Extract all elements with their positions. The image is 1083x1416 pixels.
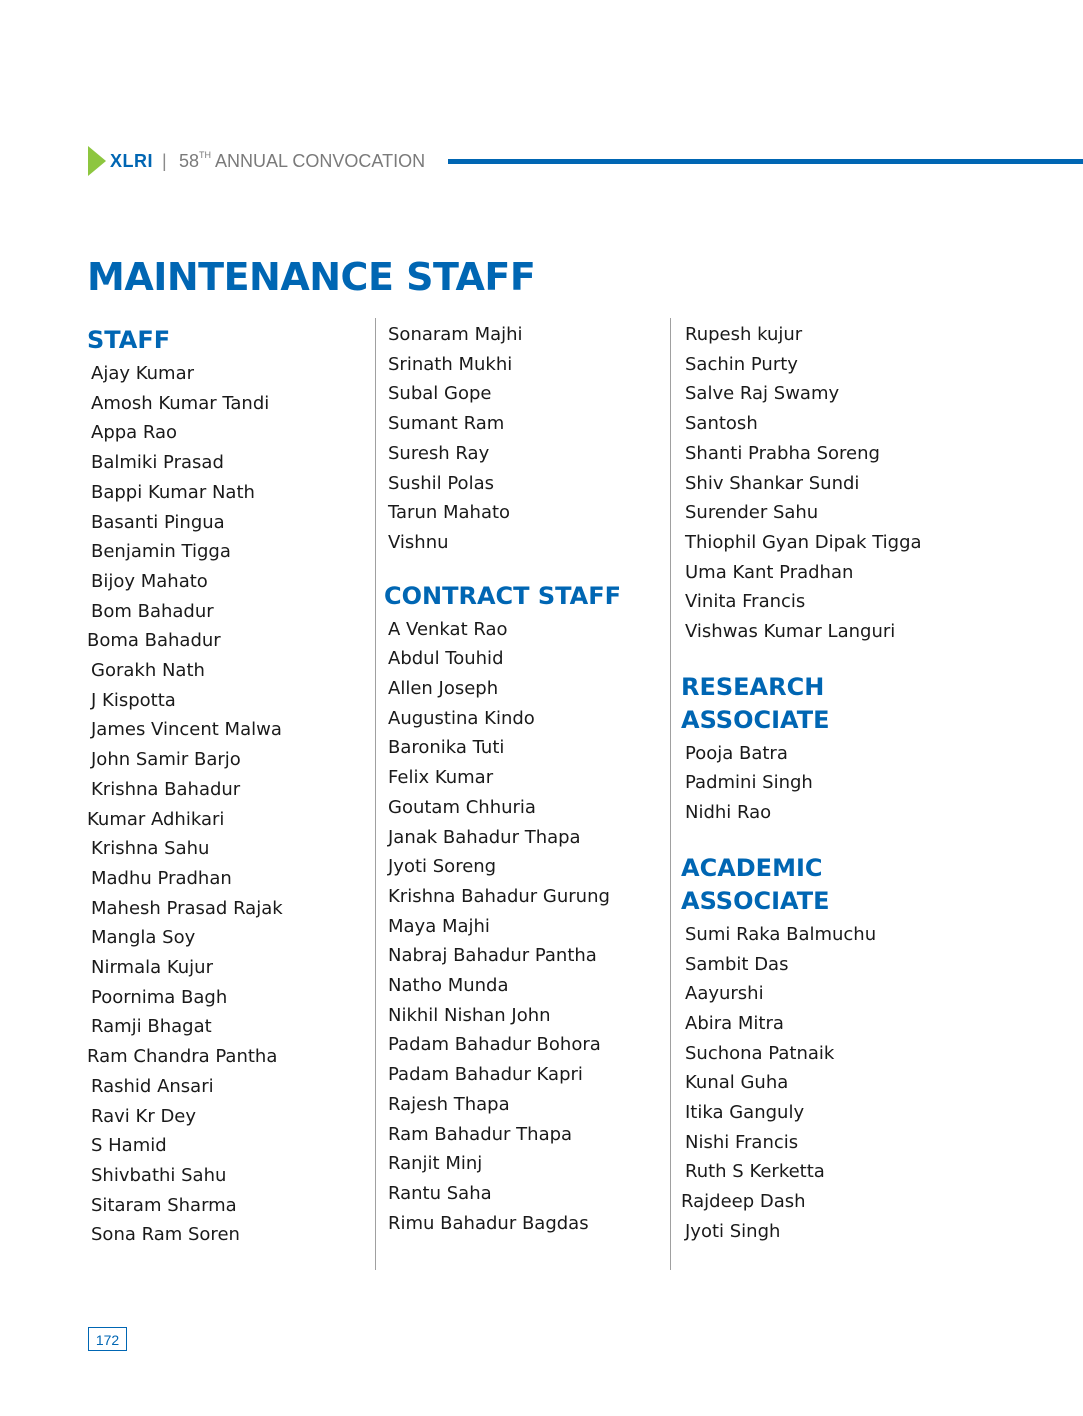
name-list-item: James Vincent Malwa xyxy=(91,719,282,741)
convocation-suffix: TH xyxy=(199,150,212,160)
name-list-item: S Hamid xyxy=(91,1135,167,1157)
name-list-item: Vinita Francis xyxy=(685,591,806,613)
name-list-item: Jyoti Soreng xyxy=(388,856,497,878)
name-list-item: Padmini Singh xyxy=(685,772,813,794)
name-list-item: Maya Majhi xyxy=(388,915,490,937)
academic-associate-list xyxy=(681,920,981,1247)
name-list-item: Augustina Kindo xyxy=(388,707,535,729)
name-list-item: Janak Bahadur Thapa xyxy=(388,826,581,848)
name-list-item: Suresh Ray xyxy=(388,442,490,464)
name-list-item: Amosh Kumar Tandi xyxy=(91,392,270,414)
contract-staff-list xyxy=(384,615,669,1239)
name-list-item: Felix Kumar xyxy=(388,767,494,789)
header-separator: | xyxy=(162,151,167,171)
staff-list xyxy=(87,359,372,1250)
section-title-staff: STAFF xyxy=(87,326,171,354)
name-list-item: Aayurshi xyxy=(685,983,764,1005)
column-1 xyxy=(87,320,372,1250)
name-list-item: Baronika Tuti xyxy=(388,737,505,759)
name-list-item: Padam Bahadur Kapri xyxy=(388,1064,583,1086)
name-list-item: Rantu Saha xyxy=(388,1182,492,1204)
academic-title-line1: ACADEMIC xyxy=(681,853,823,882)
name-list-item: Thiophil Gyan Dipak Tigga xyxy=(685,531,922,553)
name-list-item: John Samir Barjo xyxy=(91,749,241,771)
name-list-item: Salve Raj Swamy xyxy=(685,383,840,405)
column-2 xyxy=(384,320,669,1238)
name-list-item: Bappi Kumar Nath xyxy=(91,481,255,503)
name-list-item: Basanti Pingua xyxy=(91,511,225,533)
name-list-item: Balmiki Prasad xyxy=(91,452,224,474)
name-list-item: Padam Bahadur Bohora xyxy=(388,1034,601,1056)
research-title-line1: RESEARCH xyxy=(681,672,825,701)
xlri-logo-triangle-icon xyxy=(88,146,106,176)
name-list-item: Rajdeep Dash xyxy=(681,1191,806,1213)
name-list-item: Abira Mitra xyxy=(685,1012,784,1034)
name-list-item: Srinath Mukhi xyxy=(388,353,513,375)
name-list-item: Appa Rao xyxy=(91,422,178,444)
name-list-item: Nirmala Kujur xyxy=(91,957,213,979)
name-list-item: Ram Bahadur Thapa xyxy=(388,1123,573,1145)
name-list-item: Sushil Polas xyxy=(388,472,494,494)
name-list-item: Poornima Bagh xyxy=(91,986,228,1008)
name-list-item: Ruth S Kerketta xyxy=(685,1161,825,1183)
name-list-item: Uma Kant Pradhan xyxy=(685,561,854,583)
name-list-item: Sona Ram Soren xyxy=(91,1224,240,1246)
name-list-item: Kumar Adhikari xyxy=(87,808,225,830)
xlri-logo-text: XLRI xyxy=(110,151,154,171)
column-divider xyxy=(375,318,376,1270)
name-list-item: Sumant Ram xyxy=(388,413,505,435)
name-list-item: Shiv Shankar Sundi xyxy=(685,472,860,494)
name-list-item: A Venkat Rao xyxy=(388,618,508,640)
name-list-item: Rashid Ansari xyxy=(91,1075,214,1097)
name-list-item: Sambit Das xyxy=(685,953,789,975)
page-header xyxy=(88,146,1083,176)
contract-staff-list-continued xyxy=(681,320,981,647)
name-list-item: Goutam Chhuria xyxy=(388,796,536,818)
name-list-item: Ravi Kr Dey xyxy=(91,1105,197,1127)
convocation-number: 58 xyxy=(179,151,200,171)
name-list-item: Mahesh Prasad Rajak xyxy=(91,897,283,919)
name-list-item: Suchona Patnaik xyxy=(685,1042,835,1064)
column-3 xyxy=(681,320,981,1247)
research-title-line2: ASSOCIATE xyxy=(681,705,830,734)
convocation-text: ANNUAL CONVOCATION xyxy=(215,151,426,171)
research-associate-list xyxy=(681,739,981,828)
name-list-item: Nabraj Bahadur Pantha xyxy=(388,945,597,967)
name-list-item: Abdul Touhid xyxy=(388,648,504,670)
name-list-item: Benjamin Tigga xyxy=(91,541,231,563)
name-list-item: Vishwas Kumar Languri xyxy=(685,621,896,643)
name-list-item: Ram Chandra Pantha xyxy=(87,1046,278,1068)
name-list-item: Allen Joseph xyxy=(388,678,499,700)
name-list-item: Surender Sahu xyxy=(685,502,819,524)
page-title: MAINTENANCE STAFF xyxy=(87,255,536,299)
name-list-item: J Kispotta xyxy=(91,689,176,711)
name-list-item: Krishna Bahadur xyxy=(91,778,241,800)
header-rule xyxy=(448,159,1083,164)
name-list-item: Tarun Mahato xyxy=(388,502,511,524)
name-list-item: Boma Bahadur xyxy=(87,630,221,652)
section-title-research-associate xyxy=(681,671,981,737)
name-list-item: Sachin Purty xyxy=(685,353,798,375)
name-list-item: Gorakh Nath xyxy=(91,660,205,682)
convocation-label xyxy=(179,151,425,172)
academic-title-line2: ASSOCIATE xyxy=(681,886,830,915)
name-list-item: Itika Ganguly xyxy=(685,1102,805,1124)
column-divider xyxy=(670,318,671,1270)
name-list-item: Kunal Guha xyxy=(685,1072,789,1094)
name-list-item: Natho Munda xyxy=(388,975,509,997)
name-list-item: Ajay Kumar xyxy=(91,363,194,384)
name-list-item: Sonaram Majhi xyxy=(388,324,523,345)
name-list-item: Ramji Bhagat xyxy=(91,1016,212,1038)
name-list-item: Santosh xyxy=(685,413,758,435)
name-list-item: Subal Gope xyxy=(388,383,492,405)
name-list-item: Krishna Sahu xyxy=(91,838,210,860)
name-list-item: Shanti Prabha Soreng xyxy=(685,442,880,464)
name-list-item: Vishnu xyxy=(388,531,449,553)
name-list-item: Bijoy Mahato xyxy=(91,570,208,592)
name-list-item: Nishi Francis xyxy=(685,1131,799,1153)
name-list-item: Nidhi Rao xyxy=(685,802,772,824)
section-title-contract-staff: CONTRACT STAFF xyxy=(384,581,622,610)
name-list-item: Shivbathi Sahu xyxy=(91,1164,227,1186)
name-list-item: Nikhil Nishan John xyxy=(388,1004,551,1026)
name-list-item: Madhu Pradhan xyxy=(91,867,232,889)
name-list-item: Sumi Raka Balmuchu xyxy=(685,923,877,945)
name-list-item: Jyoti Singh xyxy=(685,1220,781,1242)
name-list-item: Sitaram Sharma xyxy=(91,1194,237,1216)
name-list-item: Pooja Batra xyxy=(685,742,788,764)
name-list-item: Rimu Bahadur Bagdas xyxy=(388,1212,589,1234)
page-number: 172 xyxy=(88,1327,127,1351)
section-title-academic-associate xyxy=(681,852,981,918)
name-list-item: Mangla Soy xyxy=(91,927,196,949)
name-list-item: Rajesh Thapa xyxy=(388,1093,510,1115)
name-list-item: Rupesh kujur xyxy=(685,324,803,345)
name-list-item: Ranjit Minj xyxy=(388,1153,483,1175)
name-list-item: Krishna Bahadur Gurung xyxy=(388,885,610,907)
staff-list-continued xyxy=(384,320,669,558)
name-list-item: Bom Bahadur xyxy=(91,600,214,622)
